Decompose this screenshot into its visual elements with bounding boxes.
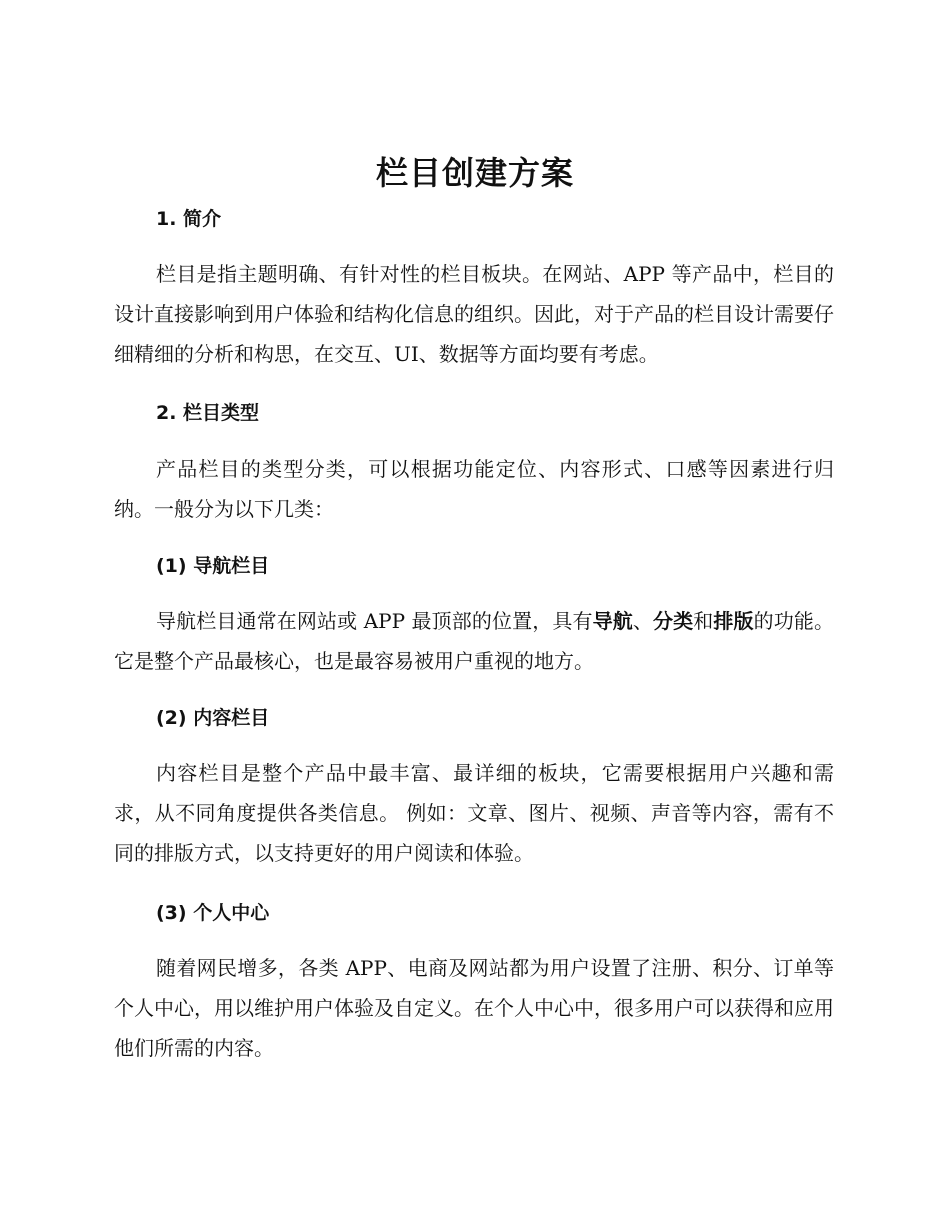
paragraph-separator: 、	[632, 609, 654, 633]
section-heading-content: (2) 内容栏目	[156, 707, 270, 729]
bold-term-navigation: 导航	[592, 609, 633, 633]
section-paragraph-types: 产品栏目的类型分类，可以根据功能定位、内容形式、口感等因素进行归纳。一般分为以下几类：	[114, 457, 834, 521]
bold-term-category: 分类	[653, 609, 694, 633]
paragraph-separator: 和	[693, 609, 714, 633]
section-paragraph-navigation	[114, 601, 834, 681]
paragraph-text: 导航栏目通常在网站或 APP 最顶部的位置，具有	[156, 609, 593, 633]
section-paragraph-personal-center: 随着网民增多，各类 APP、电商及网站都为用户设置了注册、积分、订单等个人中心，用以维护用户体验及自定义。在个人中心中，很多用户可以获得和应用他们所需的内容。	[114, 956, 834, 1060]
section-heading-types: 2. 栏目类型	[156, 402, 260, 424]
document-title: 栏目创建方案	[375, 154, 574, 192]
section-paragraph-intro: 栏目是指主题明确、有针对性的栏目板块。在网站、APP 等产品中，栏目的设计直接影响到用户体验和结构化信息的组织。因此，对于产品的栏目设计需要仔细精细的分析和构思，在交互、UI、数据等方面均要有考虑。	[114, 262, 834, 366]
section-paragraph-content: 内容栏目是整个产品中最丰富、最详细的板块，它需要根据用户兴趣和需求，从不同角度提供各类信息。 例如：文章、图片、视频、声音等内容，需有不同的排版方式，以支持更好的用户阅读和体验。	[114, 761, 834, 865]
section-heading-intro: 1. 简介	[156, 208, 222, 230]
paragraph-text: 的功能。它是整个产品最核心，也是最容易被用户重视的地方。	[114, 609, 835, 673]
section-heading-personal-center: (3) 个人中心	[156, 902, 270, 924]
bold-term-layout: 排版	[713, 609, 754, 633]
section-heading-navigation: (1) 导航栏目	[156, 555, 270, 577]
